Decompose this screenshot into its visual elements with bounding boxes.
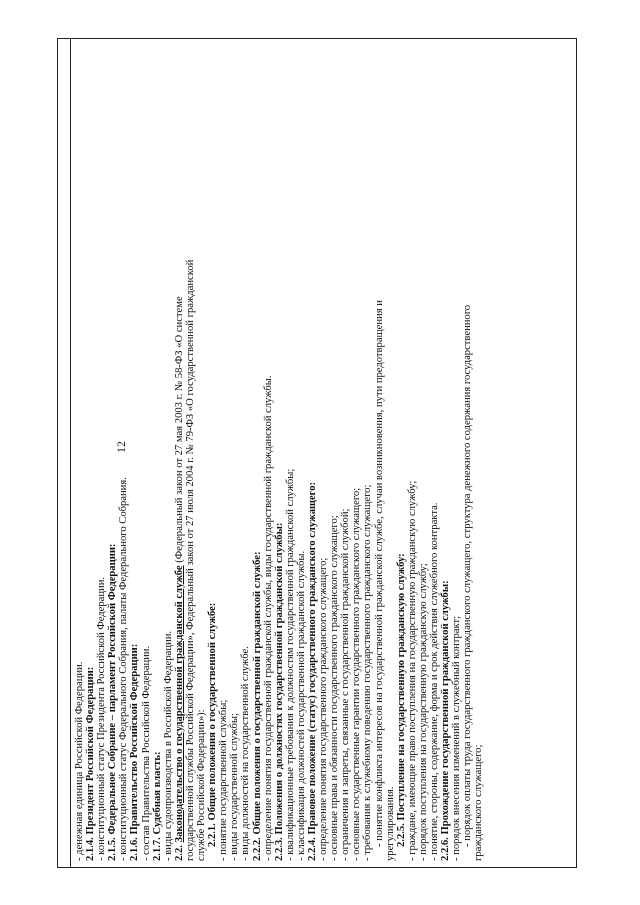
text-line: 2.2.5. Поступление на государственную гражданскую службу:	[395, 553, 407, 847]
text-line: государственной службы Российской Федерации», Федеральный закон от 27 июля 2004 г. № 79-ФЗ «О государственной гражданской	[184, 259, 196, 861]
table-column-divider	[70, 39, 71, 867]
text-line: - граждане, имеющие право поступления на государственную гражданскую службу;	[406, 480, 418, 861]
text-line: - виды должностей на государственной службе.	[240, 646, 252, 861]
text-line: 2.2.4. Правовое положение (статус) государственного гражданского служащего:	[306, 481, 318, 861]
text-line: - понятие конфликта интересов на государственной гражданской службе, случаи возникновения, пути предотвращения и	[373, 300, 385, 847]
rotated-table	[57, 38, 577, 868]
text-line: - состав Правительства Российской Федерации.	[140, 645, 152, 861]
section-number: 2.2.	[173, 842, 185, 861]
page-number: 12	[114, 441, 128, 453]
text-line: - понятие государственной службы;	[218, 699, 230, 861]
text-line: - порядок поступления на государственную гражданскую службу;	[417, 563, 429, 861]
text-line: 2.2.6. Прохождение государственной гражданской службы:	[440, 580, 452, 861]
text-line: 2.2.2. Общие положения о государственной гражданской службе:	[251, 551, 263, 861]
text-line: - квалификационные требования к должностям государственной гражданской службы;	[284, 468, 296, 861]
text-line: 2.1.7. Судебная власть:	[151, 751, 163, 861]
text-line: - денежная единица Российской Федерации.	[74, 661, 85, 861]
text-line: - порядок оплаты труда государственного гражданского служащего, структура денежного содержания государственного	[462, 304, 474, 847]
text-line: 2.1.4. Президент Российской Федерации:	[85, 666, 97, 861]
section-reference: (Федеральный закон от 27 мая 2003 г. № 58-ФЗ «О системе	[173, 296, 185, 566]
text-line: - определение понятия государственного гражданского служащего;	[318, 557, 330, 861]
section-title: Законодательство о государственной гражданской службе	[173, 565, 185, 843]
text-line: службе Российской Федерации»):	[196, 709, 208, 861]
text-line: - основные государственные гарантии государственного гражданского служащего;	[351, 487, 363, 861]
text-line: - понятие, стороны, содержание, форма и срок действия служебного контракта.	[429, 502, 440, 861]
table-content-cell	[74, 43, 574, 861]
text-line: - ограничения и запреты, связанные с государственной гражданской службой;	[340, 508, 352, 861]
text-line: - порядок внесения изменений в служебный контракт;	[451, 615, 463, 861]
text-line: - конституционный статус Президента Российской Федерации.	[96, 576, 108, 861]
table-frame	[57, 38, 577, 868]
text-line: - классификация должностей государственной гражданской службы.	[295, 550, 307, 861]
text-line: - конституционный статус Федерального Собрания, палаты Федерального Собрания.	[118, 477, 130, 861]
text-line: - определение понятия государственной гражданской службы, виды государственной гражданской службы.	[262, 375, 274, 861]
text-line: - виды государственной службы;	[229, 713, 241, 861]
text-line: 2.1.5. Федеральное Собрание – парламент Российской Федерации:	[107, 543, 119, 861]
text-line: - основные права и обязанности государственного гражданского служащего;	[329, 515, 341, 861]
text-line: 2.2.1. Общие положения о государственной службе:	[207, 602, 219, 847]
text-line: урегулирования.	[384, 786, 396, 861]
text-line: - виды судопроизводства в Российской Федерации.	[162, 630, 174, 861]
text-line	[174, 43, 185, 861]
text-line: 2.1.6. Правительство Российской Федерации:	[129, 643, 141, 861]
text-line: - требования к служебному поведению государственного гражданского служащего;	[362, 484, 374, 861]
text-line: 2.2.3. Положения о должностях государственной гражданской службы:	[273, 522, 285, 861]
text-line: гражданского служащего;	[473, 744, 485, 861]
